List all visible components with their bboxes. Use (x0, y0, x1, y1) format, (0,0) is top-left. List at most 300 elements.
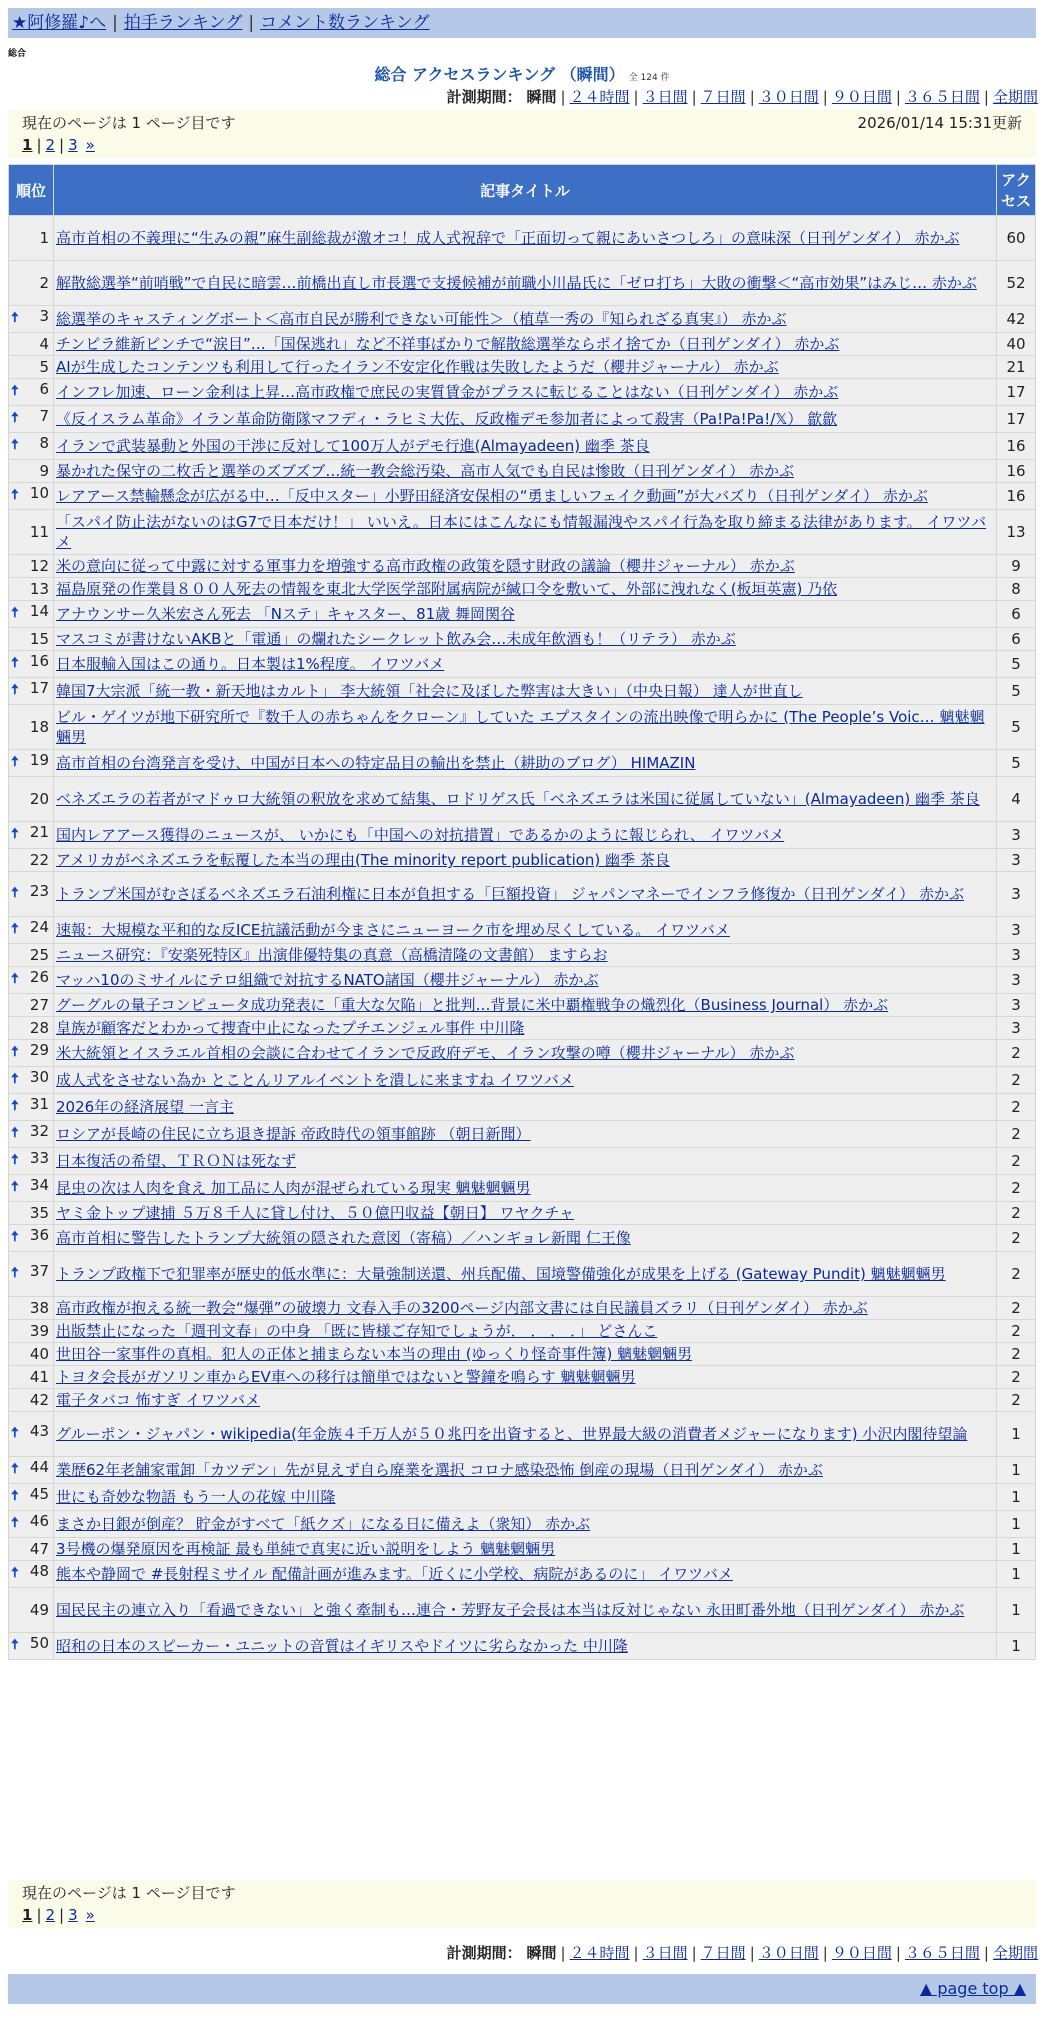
rank-cell (9, 1040, 53, 1066)
rank-number: 10 (29, 484, 49, 502)
rank-number: 7 (39, 407, 49, 425)
access-count: 2 (997, 1252, 1035, 1296)
article-title-link[interactable]: マスコミが書けないAKBと「電通」の爛れたシークレット飲み会…未成年飲酒も！（リテラ） 赤かぶ (56, 630, 736, 648)
title-cell (54, 601, 996, 627)
article-title-link[interactable]: 出版禁止になった「週刊文春」の中身 「既に皆様ご存知でしょうが． ． ． ．」 どさんこ (56, 1322, 658, 1340)
title-cell (54, 917, 996, 943)
table-row (9, 1252, 1035, 1296)
title-cell (54, 460, 996, 482)
table-row (9, 1561, 1035, 1587)
rank-number: 21 (29, 823, 49, 841)
table-row (9, 1389, 1035, 1411)
table-row (9, 849, 1035, 871)
period-selector-top: 計測期間： 瞬間 | ２４時間 | ３日間 | ７日間 | ３０日間 | ９０日間 | ３６５日間 | 全期間 (446, 88, 1038, 106)
access-count: 52 (997, 261, 1035, 305)
table-row (9, 678, 1035, 704)
table-row (9, 216, 1035, 260)
article-title-link[interactable]: 国民民主の連立入り「看過できない」と強く牽制も…連合・芳野友子会長は本当は反対じゃない 永田町番外地（日刊ゲンダイ） 赤かぶ (56, 1601, 965, 1619)
period-link-365d[interactable]: ３６５日間 (904, 1944, 980, 1962)
title-cell (54, 216, 996, 260)
article-title-link[interactable]: 成人式をさせない為か とことんリアルイベントを潰しに来ますね イワツバメ (56, 1071, 574, 1089)
access-count: 21 (997, 356, 1035, 378)
rank-cell (9, 1017, 53, 1039)
rank-number: 34 (29, 1176, 49, 1194)
rank-up-arrow-icon: 🠅 (11, 1515, 19, 1531)
rank-up-arrow-icon: 🠅 (11, 1637, 19, 1653)
article-title-link[interactable]: 暴かれた保守の二枚舌と選挙のズブズブ…統一教会総汚染、高市人気でも自民は惨敗（日刊ゲンダイ） 赤かぶ (56, 462, 794, 480)
table-row (9, 261, 1035, 305)
table-row (9, 1202, 1035, 1224)
table-row (9, 460, 1035, 482)
access-count: 1 (997, 1561, 1035, 1587)
article-title-link[interactable]: 昭和の日本のスピーカー・ユニットの音質はイギリスやドイツに劣らなかった 中川隆 (56, 1637, 628, 1655)
access-count: 16 (997, 460, 1035, 482)
article-title-link[interactable]: 韓国7大宗派「統一教・新天地はカルト」 李大統領「社会に及ぼした弊害は大きい」（中央日報） 達人が世直し (56, 682, 803, 700)
access-count: 3 (997, 822, 1035, 848)
article-title-link[interactable]: 解散総選挙“前哨戦”で自民に暗雲…前橋出直し市長選で支援候補が前職小川晶氏に「ゼロ打ち」大敗の衝撃＜“高市効果”はみじ… 赤かぶ (56, 274, 977, 292)
pager-next[interactable]: » (85, 136, 95, 154)
pager-link-3[interactable]: 3 (68, 1906, 78, 1924)
access-count: 2 (997, 1148, 1035, 1174)
nav-link-comment-ranking[interactable]: コメント数ランキング (260, 13, 430, 33)
rank-number: 2 (39, 274, 49, 292)
nav-link-clap-ranking[interactable]: 拍手ランキング (123, 13, 243, 33)
title-cell (54, 750, 996, 776)
article-title-link[interactable]: イランで武装暴動と外国の干渉に反対して100万人がデモ行進(Almayadeen) 幽季 茶良 (56, 437, 650, 455)
table-row (9, 967, 1035, 993)
rank-cell (9, 1297, 53, 1319)
header-title: 記事タイトル (54, 165, 996, 215)
rank-cell (9, 1175, 53, 1201)
ranking-title (0, 62, 1044, 85)
pager-top: 現在のページは 1 ページ目です 2026/01/14 15:31更新 1 | 2 | 3 » (8, 110, 1036, 158)
rank-cell (9, 651, 53, 677)
rank-cell (9, 601, 53, 627)
rank-cell (9, 1457, 53, 1483)
rank-up-arrow-icon: 🠅 (11, 1098, 19, 1114)
access-count: 42 (997, 306, 1035, 332)
table-row (9, 510, 1035, 554)
rank-number: 6 (39, 380, 49, 398)
rank-number: 27 (29, 996, 49, 1014)
rank-cell (9, 1225, 53, 1251)
title-cell (54, 1297, 996, 1319)
nav-separator: | (248, 13, 255, 33)
table-row (9, 1633, 1035, 1659)
table-row (9, 1094, 1035, 1120)
period-current: 瞬間 (526, 1944, 557, 1962)
rank-number: 44 (29, 1458, 49, 1476)
article-title-link[interactable]: 世田谷一家事件の真相。犯人の正体と捕まらない本当の理由 (ゆっくり怪奇事件簿) 魑魅魍魎男 (56, 1345, 693, 1363)
table-row (9, 917, 1035, 943)
article-title-link[interactable]: 3号機の爆発原因を再検証 最も単純で真実に近い説明をしよう 魑魅魍魎男 (56, 1540, 556, 1558)
table-row (9, 1484, 1035, 1510)
table-row (9, 1148, 1035, 1174)
article-title-link[interactable]: 昆虫の次は人肉を食え 加工品に人肉が混ぜられている現実 魑魅魍魎男 (56, 1179, 531, 1197)
period-current: 瞬間 (526, 88, 557, 106)
rank-cell (9, 1633, 53, 1659)
article-title-link[interactable]: 2026年の経済展望 一言主 (56, 1098, 234, 1116)
access-count: 2 (997, 1297, 1035, 1319)
table-row (9, 1538, 1035, 1560)
title-cell (54, 1225, 996, 1251)
access-count: 3 (997, 1017, 1035, 1039)
period-link-30d[interactable]: ３０日間 (758, 1944, 819, 1962)
access-count: 17 (997, 406, 1035, 432)
article-title-link[interactable]: 速報：大規模な平和的な反ICE抗議活動が今まさにニューヨーク市を埋め尽くしている。 イワツバメ (56, 921, 730, 939)
table-row (9, 1175, 1035, 1201)
rank-number: 5 (39, 358, 49, 376)
rank-cell (9, 917, 53, 943)
title-cell (54, 578, 996, 600)
ranking-table (8, 164, 1036, 1660)
rank-cell (9, 1389, 53, 1411)
table-row (9, 356, 1035, 378)
title-cell (54, 1588, 996, 1632)
period-link-all[interactable]: 全期間 (992, 88, 1038, 106)
rank-number: 38 (29, 1299, 49, 1317)
table-row (9, 483, 1035, 509)
access-count: 3 (997, 994, 1035, 1016)
title-cell (54, 822, 996, 848)
rank-up-arrow-icon: 🠅 (11, 1125, 19, 1141)
rank-number: 25 (29, 946, 49, 964)
table-row (9, 1366, 1035, 1388)
rank-cell (9, 1320, 53, 1342)
rank-number: 26 (29, 968, 49, 986)
rank-number: 39 (29, 1322, 49, 1340)
rank-number: 23 (29, 882, 49, 900)
article-title-link[interactable]: トランプ米国がむさぼるベネズエラ石油利権に日本が負担する「巨額投資」 ジャパンマネーでインフラ修復か（日刊ゲンダイ） 赤かぶ (56, 885, 965, 903)
article-title-link[interactable]: 業歴62年老舗家電卸「カツデン」先が見えず自ら廃業を選択 コロナ感染恐怖 倒産の現場（日刊ゲンダイ） 赤かぶ (56, 1461, 823, 1479)
rank-number: 18 (29, 718, 49, 736)
access-count: 13 (997, 510, 1035, 554)
article-title-link[interactable]: 高市首相に警告したトランプ大統領の隠された意図（寄稿）／ハンギョレ新聞 仁王像 (56, 1229, 631, 1247)
access-count: 40 (997, 333, 1035, 355)
article-title-link[interactable]: ビル・ゲイツが地下研究所で『数千人の赤ちゃんをクローン』していた エプスタインの流出映像で明らかに (The People’s Voic… 魑魅魍魎男 (56, 708, 985, 746)
page-top-link[interactable]: ▲ page top ▲ (919, 1979, 1026, 1998)
access-count: 2 (997, 1094, 1035, 1120)
rank-number: 28 (29, 1019, 49, 1037)
updated-timestamp: 2026/01/14 15:31更新 (857, 114, 1022, 132)
table-row (9, 994, 1035, 1016)
access-count: 6 (997, 628, 1035, 650)
title-cell (54, 967, 996, 993)
ranking-title-text: 総合 アクセスランキング （瞬間） (374, 65, 625, 84)
rank-number: 43 (29, 1422, 49, 1440)
rank-number: 15 (29, 630, 49, 648)
rank-cell (9, 1094, 53, 1120)
access-count: 2 (997, 1040, 1035, 1066)
article-title-link[interactable]: まさか日銀が倒産？ 貯金がすべて「紙クズ」になる日に備えよ（衆知） 赤かぶ (56, 1515, 591, 1533)
article-title-link[interactable]: 高市政権が抱える統一教会“爆弾”の破壊力 文春入手の3200ページ内部文書には自民議員ズラリ（日刊ゲンダイ） 赤かぶ (56, 1299, 868, 1317)
article-title-link[interactable]: 高市首相の台湾発言を受け、中国が日本への特定品目の輸出を禁止（耕助のブログ） HIMAZIN (56, 754, 696, 772)
rank-cell (9, 333, 53, 355)
access-count: 2 (997, 1067, 1035, 1093)
rank-number: 29 (29, 1041, 49, 1059)
title-cell (54, 306, 996, 332)
title-cell (54, 777, 996, 821)
period-link-90d[interactable]: ９０日間 (831, 88, 892, 106)
table-row (9, 1320, 1035, 1342)
article-title-link[interactable]: ニュース研究：『安楽死特区』出演俳優特集の真意（高橋清隆の文書館） ますらお (56, 946, 608, 964)
article-title-link[interactable]: ベネズエラの若者がマドゥロ大統領の釈放を求めて結集、ロドリゲス氏「ベネズエラは米国に従属していない」(Almayadeen) 幽季 茶良 (56, 790, 980, 808)
article-title-link[interactable]: アメリカがベネズエラを転覆した本当の理由(The minority report publication) 幽季 茶良 (56, 851, 670, 869)
article-title-link[interactable]: トヨタ会長がガソリン車からEV車への移行は簡単ではないと警鐘を鳴らす 魑魅魍魎男 (56, 1368, 636, 1386)
rank-cell (9, 1067, 53, 1093)
table-row (9, 944, 1035, 966)
period-link-3d[interactable]: ３日間 (642, 1944, 688, 1962)
access-count: 5 (997, 750, 1035, 776)
rank-cell (9, 1561, 53, 1587)
rank-up-arrow-icon: 🠅 (11, 487, 19, 503)
period-link-24h[interactable]: ２４時間 (569, 88, 630, 106)
access-count: 3 (997, 967, 1035, 993)
title-cell (54, 555, 996, 577)
table-row (9, 1457, 1035, 1483)
rank-up-arrow-icon: 🠅 (11, 1265, 19, 1281)
rank-up-arrow-icon: 🠅 (11, 383, 19, 399)
rank-cell (9, 483, 53, 509)
rank-number: 4 (39, 335, 49, 353)
article-title-link[interactable]: 日本復活の希望、ＴＲＯＮは死なず (56, 1152, 297, 1170)
period-link-24h[interactable]: ２４時間 (569, 1944, 630, 1962)
access-count: 1 (997, 1538, 1035, 1560)
ranking-count: 全 124 件 (628, 73, 670, 83)
access-count: 4 (997, 777, 1035, 821)
access-count: 60 (997, 216, 1035, 260)
rank-up-arrow-icon: 🠅 (11, 605, 19, 621)
table-row (9, 750, 1035, 776)
rank-cell (9, 379, 53, 405)
title-cell (54, 1412, 996, 1456)
access-count: 3 (997, 872, 1035, 916)
rank-number: 14 (29, 602, 49, 620)
rank-cell (9, 216, 53, 260)
rank-cell (9, 1366, 53, 1388)
access-count: 3 (997, 944, 1035, 966)
period-link-30d[interactable]: ３０日間 (758, 88, 819, 106)
rank-cell (9, 1252, 53, 1296)
article-title-link[interactable]: ヤミ金トップ逮捕 ５万８千人に貸し付け、５０億円収益【朝日】 ワヤクチャ (56, 1204, 575, 1222)
access-count: 2 (997, 1343, 1035, 1365)
rank-up-arrow-icon: 🠅 (11, 682, 19, 698)
rank-up-arrow-icon: 🠅 (11, 1488, 19, 1504)
period-link-90d[interactable]: ９０日間 (831, 1944, 892, 1962)
rank-number: 41 (29, 1368, 49, 1386)
table-row (9, 1412, 1035, 1456)
rank-number: 17 (29, 679, 49, 697)
pager-current-page: 1 (22, 1906, 33, 1924)
access-count: 5 (997, 678, 1035, 704)
access-count: 16 (997, 433, 1035, 459)
access-count: 16 (997, 483, 1035, 509)
article-title-link[interactable]: チンピラ維新ピンチで“涙目”…「国保逃れ」など不祥事ばかりで解散総選挙ならポイ捨てか（日刊ゲンダイ） 赤かぶ (56, 335, 840, 353)
article-title-link[interactable]: 《反イスラム革命》イラン革命防衛隊マフディ・ラヒミ大佐、反政権デモ参加者によって殺害（Pa!Pa!Pa!/𝕏） 歙歙 (56, 410, 838, 428)
title-cell (54, 1017, 996, 1039)
rank-number: 31 (29, 1095, 49, 1113)
access-count: 9 (997, 555, 1035, 577)
section-label: 総合 (8, 49, 27, 59)
access-count: 2 (997, 1389, 1035, 1411)
title-cell (54, 1538, 996, 1560)
access-count: 2 (997, 1320, 1035, 1342)
title-cell (54, 1366, 996, 1388)
table-row (9, 555, 1035, 577)
rank-up-arrow-icon: 🠅 (11, 1565, 19, 1581)
rank-number: 20 (29, 790, 49, 808)
article-title-link[interactable]: ロシアが長崎の住民に立ち退き提訴 帝政時代の領事館跡 （朝日新聞） (56, 1125, 531, 1143)
header-access: アクセス (997, 165, 1035, 215)
rank-cell (9, 628, 53, 650)
rank-up-arrow-icon: 🠅 (11, 655, 19, 671)
rank-cell (9, 1202, 53, 1224)
period-selector-bottom: 計測期間： 瞬間 | ２４時間 | ３日間 | ７日間 | ３０日間 | ９０日間 | ３６５日間 | 全期間 (446, 1944, 1038, 1962)
rank-up-arrow-icon: 🠅 (11, 1425, 19, 1441)
article-title-link[interactable]: 日本服輸入国はこの通り。日本製は1%程度。 イワツバメ (56, 655, 445, 673)
article-title-link[interactable]: 高市首相の不義理に“生みの親”麻生副総裁が激オコ！成人式祝辞で「正面切って親にあいさつしろ」の意味深（日刊ゲンダイ） 赤かぶ (56, 229, 960, 247)
access-count: 5 (997, 651, 1035, 677)
period-link-3d[interactable]: ３日間 (642, 88, 688, 106)
rank-number: 36 (29, 1226, 49, 1244)
rank-up-arrow-icon: 🠅 (11, 1152, 19, 1168)
rank-cell (9, 1148, 53, 1174)
rank-up-arrow-icon: 🠅 (11, 885, 19, 901)
access-count: 3 (997, 917, 1035, 943)
article-title-link[interactable]: 世にも奇妙な物語 もう一人の花嫁 中川隆 (56, 1488, 336, 1506)
rank-number: 30 (29, 1068, 49, 1086)
rank-number: 13 (29, 580, 49, 598)
table-row (9, 872, 1035, 916)
top-nav (8, 8, 1036, 38)
access-count: 2 (997, 1202, 1035, 1224)
article-title-link[interactable]: 熊本や静岡で #長射程ミサイル 配備計画が進みます。「近くに小学校、病院があるのに」 イワツバメ (56, 1565, 733, 1583)
rank-up-arrow-icon: 🠅 (11, 971, 19, 987)
rank-cell (9, 306, 53, 332)
rank-cell (9, 578, 53, 600)
title-cell (54, 1175, 996, 1201)
table-row (9, 333, 1035, 355)
rank-cell (9, 433, 53, 459)
article-title-link[interactable]: レアアース禁輸懸念が広がる中…「反中スター」小野田経済安保相の“勇ましいフェイク動画”が大バズり（日刊ゲンダイ） 赤かぶ (56, 487, 928, 505)
access-count: 1 (997, 1511, 1035, 1537)
table-row (9, 433, 1035, 459)
title-cell (54, 356, 996, 378)
rank-number: 19 (29, 751, 49, 769)
article-title-link[interactable]: グーグルの量子コンピュータ成功発表に「重大な欠陥」と批判…背景に米中覇権戦争の熾烈化（Business Journal） 赤かぶ (56, 996, 889, 1014)
rank-cell (9, 678, 53, 704)
access-count: 2 (997, 1366, 1035, 1388)
rank-cell (9, 1484, 53, 1510)
rank-cell (9, 356, 53, 378)
article-title-link[interactable]: 「スパイ防止法がないのはG7で日本だけ！」 いいえ。日本にはこんなにも情報漏洩やスパイ行為を取り締まる法律があります。 イワツバメ (56, 513, 987, 551)
rank-up-arrow-icon: 🠅 (11, 1179, 19, 1195)
article-title-link[interactable]: 米大統領とイスラエル首相の会談に合わせてイランで反政府デモ、イラン攻撃の噂（櫻井ジャーナル） 赤かぶ (56, 1044, 795, 1062)
rank-number: 35 (29, 1204, 49, 1222)
table-row (9, 822, 1035, 848)
title-cell (54, 1202, 996, 1224)
period-link-7d[interactable]: ７日間 (700, 1944, 746, 1962)
table-row (9, 578, 1035, 600)
rank-number: 22 (29, 851, 49, 869)
article-title-link[interactable]: 皇族が顧客だとわかって捜査中止になったプチエンジェル事件 中川隆 (56, 1019, 525, 1037)
article-title-link[interactable]: マッハ10のミサイルにテロ組織で対抗するNATO諸国（櫻井ジャーナル） 赤かぶ (56, 971, 599, 989)
period-label: 計測期間： (446, 1944, 522, 1962)
rank-up-arrow-icon: 🠅 (11, 1229, 19, 1245)
pager-next[interactable]: » (85, 1906, 95, 1924)
rank-cell (9, 1412, 53, 1456)
access-count: 1 (997, 1633, 1035, 1659)
pager-link-2[interactable]: 2 (45, 136, 56, 154)
table-row (9, 379, 1035, 405)
article-title-link[interactable]: 国内レアアース獲得のニュースが、 いかにも「中国への対抗措置」であるかのように報じられ、 イワツバメ (56, 826, 785, 844)
period-link-365d[interactable]: ３６５日間 (904, 88, 980, 106)
title-cell (54, 1561, 996, 1587)
article-title-link[interactable]: アナウンサー久米宏さん死去 「Nステ」キャスター、81歳 舞岡関谷 (56, 605, 515, 623)
rank-cell (9, 777, 53, 821)
rank-cell (9, 872, 53, 916)
rank-number: 46 (29, 1512, 49, 1530)
title-cell (54, 994, 996, 1016)
article-title-link[interactable]: 総選挙のキャスティングボート＜高市自民が勝利できない可能性＞（植草一秀の『知られざる真実』） 赤かぶ (56, 310, 787, 328)
table-row (9, 777, 1035, 821)
rank-cell (9, 750, 53, 776)
rank-number: 47 (29, 1540, 49, 1558)
rank-number: 48 (29, 1562, 49, 1580)
article-title-link[interactable]: グルーポン・ジャパン・wikipedia(年金族４千万人が５０兆円を出資すると、世界最大級の消費者メジャーになります) 小沢内閣待望論 (56, 1425, 968, 1443)
access-count: 8 (997, 578, 1035, 600)
nav-separator: | (112, 13, 118, 33)
article-title-link[interactable]: インフレ加速、ローン金利は上昇…高市政権で庶民の実質賃金がプラスに転じることはない（日刊ゲンダイ） 赤かぶ (56, 383, 839, 401)
article-title-link[interactable]: 福島原発の作業員８００人死去の情報を東北大学医学部附属病院が緘口令を敷いて、外部に洩れなく(板垣英憲) 乃依 (56, 580, 838, 598)
rank-cell (9, 1538, 53, 1560)
rank-up-arrow-icon: 🠅 (11, 921, 19, 937)
rank-cell (9, 1343, 53, 1365)
nav-link-asyura[interactable]: ★阿修羅♪へ (12, 13, 107, 33)
header-rank: 順位 (9, 165, 53, 215)
table-row (9, 1017, 1035, 1039)
bottom-bar (8, 1974, 1036, 2004)
table-row (9, 1040, 1035, 1066)
rank-cell (9, 1121, 53, 1147)
rank-number: 32 (29, 1122, 49, 1140)
table-row (9, 1067, 1035, 1093)
rank-up-arrow-icon: 🠅 (11, 1044, 19, 1060)
period-link-7d[interactable]: ７日間 (700, 88, 746, 106)
rank-cell (9, 849, 53, 871)
rank-up-arrow-icon: 🠅 (11, 410, 19, 426)
title-cell (54, 1484, 996, 1510)
table-row (9, 1343, 1035, 1365)
article-title-link[interactable]: AIが生成したコンテンツも利用して行ったイラン不安定化作戦は失敗したようだ（櫻井ジャーナル） 赤かぶ (56, 358, 779, 376)
table-row (9, 601, 1035, 627)
title-cell (54, 705, 996, 749)
title-cell (54, 1067, 996, 1093)
article-title-link[interactable]: 米の意向に従って中露に対する軍事力を増強する高市政権の政策を隠す財政の議論（櫻井ジャーナル） 赤かぶ (56, 557, 795, 575)
pager-link-3[interactable]: 3 (68, 136, 78, 154)
access-count: 1 (997, 1457, 1035, 1483)
period-link-all[interactable]: 全期間 (992, 1944, 1038, 1962)
rank-number: 11 (29, 523, 49, 541)
rank-number: 8 (39, 434, 49, 452)
title-cell (54, 510, 996, 554)
table-row (9, 705, 1035, 749)
article-title-link[interactable]: トランプ政権下で犯罪率が歴史的低水準に：大量強制送還、州兵配備、国境警備強化が成果を上げる (Gateway Pundit) 魑魅魍魎男 (56, 1265, 946, 1283)
article-title-link[interactable]: 電子タバコ 怖すぎ イワツバメ (56, 1391, 261, 1409)
rank-up-arrow-icon: 🠅 (11, 310, 19, 326)
table-row (9, 1121, 1035, 1147)
pager-link-2[interactable]: 2 (45, 1906, 56, 1924)
